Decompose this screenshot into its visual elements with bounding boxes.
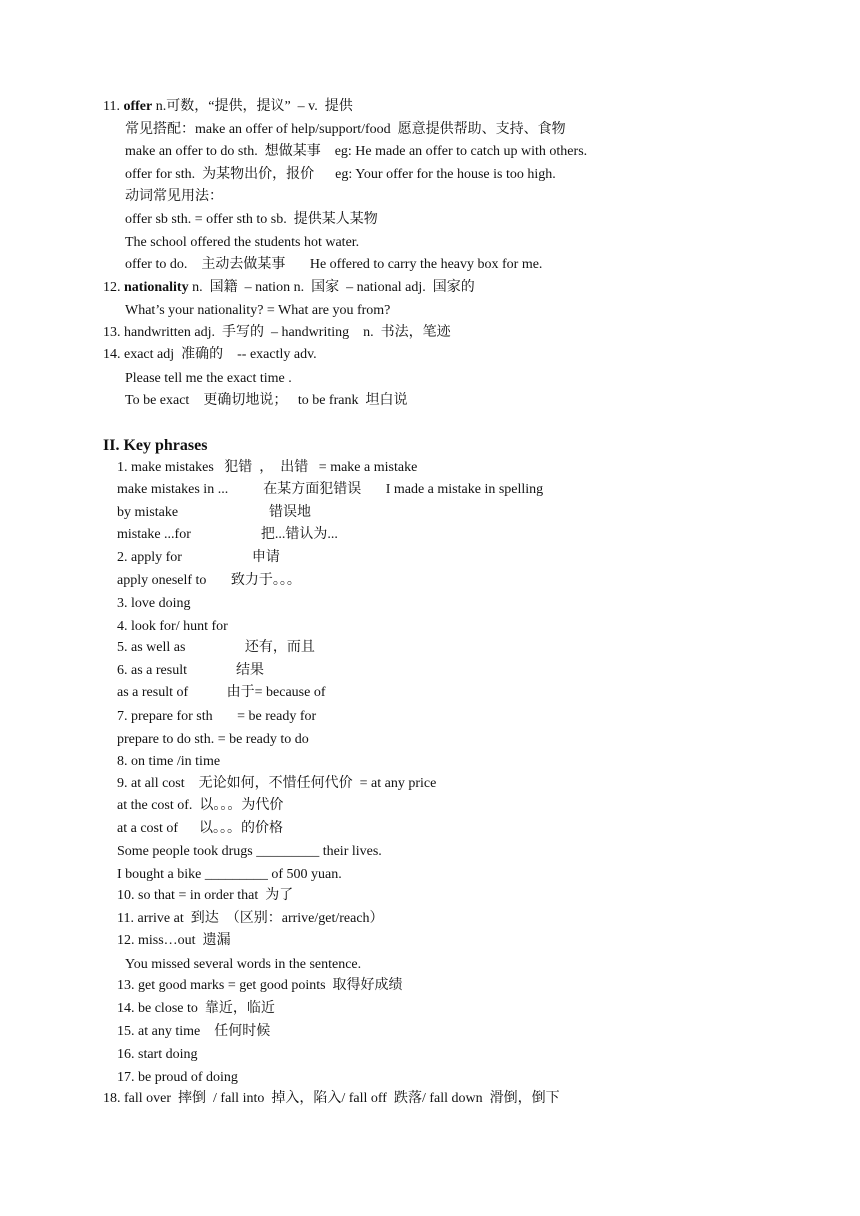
item-14-line-2: To be exact 更确切地说； to be frank 坦白说 [125, 393, 408, 408]
phrase-line: 11. arrive at 到达 （区别：arrive/get/reach） [117, 911, 384, 926]
item-11-line-1: 常见搭配：make an offer of help/support/food 愿意提供帮助、支持、食物 [125, 122, 566, 137]
phrase-line: 2. apply for 申请 [117, 550, 280, 565]
phrase-line: 9. at all cost 无论如何，不惜任何代价 = at any price [117, 776, 437, 791]
phrase-line: mistake ...for 把...错认为... [117, 527, 338, 542]
item-12-keyword: nationality [124, 280, 189, 295]
item-12-number: 12. [103, 280, 124, 295]
phrase-line: make mistakes in ... 在某方面犯错误 I made a mistake in spelling [117, 482, 544, 497]
phrase-line: You missed several words in the sentence. [125, 957, 362, 972]
item-13: 13. handwritten adj. 手写的 – handwriting n. 书法，笔迹 [103, 325, 451, 340]
item-11-keyword: offer [119, 99, 153, 114]
phrase-line: 15. at any time 任何时候 [117, 1024, 271, 1039]
item-12-definition: n. 国籍 – nation n. 国家 – national adj. 国家的 [188, 280, 475, 295]
item-11-definition: n.可数，“提供，提议” – v. 提供 [152, 99, 353, 114]
phrase-line: 14. be close to 靠近，临近 [117, 1001, 275, 1016]
item-11-line-4: 动词常见用法： [125, 189, 223, 204]
phrase-line: 6. as a result 结果 [117, 663, 264, 678]
phrase-line: 18. fall over 摔倒 / fall into 掉入，陷入/ fall off 跌落/ fall down 滑倒，倒下 [103, 1091, 560, 1106]
phrase-line: 1. make mistakes 犯错 ， 出错 = make a mistake [117, 460, 418, 475]
phrase-line: apply oneself to 致力于。。。 [117, 573, 301, 588]
section-heading-key-phrases: II. Key phrases [103, 437, 208, 454]
item-11-line-6: The school offered the students hot water. [125, 235, 360, 250]
phrase-line: I bought a bike _________ of 500 yuan. [117, 867, 342, 882]
phrase-line: prepare to do sth. = be ready to do [117, 732, 309, 747]
phrase-line: Some people took drugs _________ their lives. [117, 844, 382, 859]
item-14-line-1: Please tell me the exact time . [125, 371, 292, 386]
item-11-line-2: make an offer to do sth. 想做某事 eg: He made an offer to catch up with others. [125, 144, 588, 159]
item-11-line-7: offer to do. 主动去做某事 He offered to carry the heavy box for me. [125, 257, 543, 272]
phrase-line: 12. miss…out 遗漏 [117, 933, 231, 948]
phrase-line: 16. start doing [117, 1047, 198, 1062]
item-12-line-1: What’s your nationality? = What are you from? [125, 303, 391, 318]
phrase-line: 17. be proud of doing [117, 1070, 238, 1085]
phrase-line: 8. on time /in time [117, 754, 221, 769]
phrase-line: by mistake 错误地 [117, 505, 312, 520]
item-12-header [103, 279, 475, 297]
item-11-number: 11. [103, 99, 120, 114]
phrase-line: at the cost of. 以。。。为代价 [117, 798, 284, 813]
phrase-line: 3. love doing [117, 596, 191, 611]
phrase-line: as a result of 由于= because of [117, 685, 326, 700]
phrase-line: 10. so that = in order that 为了 [117, 888, 294, 903]
phrase-line: 4. look for/ hunt for [117, 619, 228, 634]
phrase-line: 13. get good marks = get good points 取得好成绩 [117, 978, 403, 993]
phrase-line: 5. as well as 还有，而且 [117, 640, 315, 655]
item-11-line-5: offer sb sth. = offer sth to sb. 提供某人某物 [125, 212, 378, 227]
item-11-header [103, 98, 353, 116]
item-14: 14. exact adj 准确的 -- exactly adv. [103, 347, 317, 362]
phrase-line: 7. prepare for sth = be ready for [117, 709, 317, 724]
phrase-line: at a cost of 以。。。的价格 [117, 821, 284, 836]
item-11-line-3: offer for sth. 为某物出价，报价 eg: Your offer for the house is too high. [125, 167, 556, 182]
